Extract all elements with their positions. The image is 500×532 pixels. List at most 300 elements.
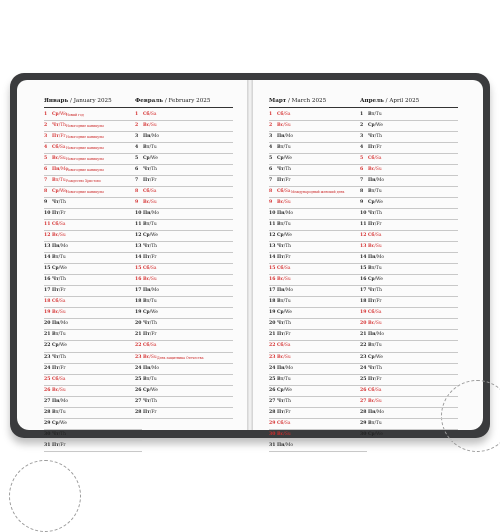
day-row[interactable] [44, 375, 142, 386]
day-row[interactable] [44, 165, 142, 176]
weekday-ru: Пн [143, 288, 151, 294]
holiday-note: Новогодние каникулы [66, 156, 104, 161]
day-row[interactable] [44, 220, 142, 231]
weekday-ru: Сб [277, 111, 284, 117]
day-number: 8 [135, 188, 139, 194]
day-row[interactable] [44, 286, 142, 297]
weekday-ru: Сб [368, 155, 375, 161]
day-row[interactable] [269, 341, 367, 352]
weekday-label [277, 441, 293, 451]
weekday-ru: Чт [277, 321, 284, 327]
day-row[interactable] [135, 397, 233, 408]
day-number: 16 [135, 277, 142, 283]
month-title [269, 98, 367, 108]
day-number: 15 [360, 266, 367, 272]
day-number: 22 [360, 343, 367, 349]
day-row[interactable] [269, 330, 367, 341]
day-row[interactable] [135, 198, 233, 209]
day-number: 17 [360, 288, 367, 294]
weekday-en: /Fr [283, 177, 291, 183]
day-row[interactable] [135, 253, 233, 264]
day-row[interactable] [44, 187, 142, 198]
holiday-note: Новый год [66, 112, 84, 117]
day-row[interactable] [269, 308, 367, 319]
day-row[interactable] [360, 330, 458, 341]
weekday-label [143, 297, 157, 307]
day-row[interactable] [44, 121, 142, 132]
day-row[interactable] [135, 308, 233, 319]
weekday-ru: Вс [52, 233, 59, 239]
weekday-ru: Сб [277, 343, 284, 349]
day-row[interactable] [135, 242, 233, 253]
day-row[interactable] [269, 121, 367, 132]
day-row[interactable] [360, 110, 458, 121]
weekday-label [277, 364, 293, 374]
weekday-label [52, 209, 66, 219]
day-row[interactable] [360, 209, 458, 220]
weekday-en: /Tu [149, 221, 157, 227]
day-row[interactable] [269, 110, 367, 121]
day-row[interactable] [360, 319, 458, 330]
weekday-ru: Пт [368, 144, 375, 150]
weekday-en: /Su [58, 387, 66, 393]
day-row[interactable] [269, 408, 367, 419]
weekday-en: /Fr [149, 177, 157, 183]
weekday-en: /Th [374, 288, 382, 294]
weekday-label [277, 341, 291, 351]
weekday-ru: Ср [52, 420, 59, 426]
weekday-en: /Fr [58, 210, 66, 216]
day-number: 18 [360, 299, 367, 305]
day-row[interactable] [360, 121, 458, 132]
weekday-label [52, 364, 66, 374]
day-number: 28 [360, 409, 367, 415]
day-row[interactable] [360, 297, 458, 308]
day-row[interactable] [44, 231, 142, 242]
day-row[interactable] [360, 220, 458, 231]
day-row[interactable] [360, 386, 458, 397]
day-row[interactable] [360, 430, 458, 441]
weekday-label [277, 143, 291, 153]
weekday-ru: Вт [52, 409, 59, 415]
day-number: 18 [135, 299, 142, 305]
day-row[interactable] [269, 364, 367, 375]
day-row[interactable] [269, 419, 367, 430]
day-row[interactable] [135, 330, 233, 341]
day-number: 8 [44, 188, 48, 194]
weekday-label [368, 341, 382, 351]
day-row[interactable] [44, 386, 142, 397]
day-row[interactable] [269, 165, 367, 176]
month-name-ru: Апрель [360, 98, 384, 104]
day-row[interactable] [44, 430, 142, 441]
weekday-en: /Sa [283, 266, 291, 272]
day-row[interactable] [135, 275, 233, 286]
day-number: 4 [360, 144, 364, 150]
weekday-en: /Tu [149, 144, 157, 150]
weekday-en: /Tu [374, 420, 382, 426]
weekday-en: /We [374, 277, 383, 283]
day-number: 2 [44, 122, 48, 128]
weekday-en: /Mo [150, 365, 159, 371]
day-row[interactable] [44, 419, 142, 430]
month-name-ru: Февраль [135, 98, 164, 104]
day-row[interactable] [360, 308, 458, 319]
weekday-ru: Чт [368, 133, 375, 139]
day-row[interactable] [44, 330, 142, 341]
day-row[interactable] [269, 264, 367, 275]
day-row[interactable] [360, 187, 458, 198]
weekday-en: /Tu [149, 299, 157, 305]
weekday-label [368, 375, 382, 385]
day-row[interactable] [135, 209, 233, 220]
weekday-en: /We [58, 111, 67, 117]
day-row[interactable] [360, 397, 458, 408]
day-row[interactable] [360, 231, 458, 242]
book-spine [247, 80, 253, 430]
day-number: 5 [269, 155, 273, 161]
day-number: 9 [135, 199, 139, 205]
month-january [44, 98, 142, 452]
weekday-ru: Пн [277, 288, 285, 294]
weekday-en: /Sa [283, 188, 291, 194]
day-row[interactable] [269, 297, 367, 308]
weekday-en: /Su [149, 277, 157, 283]
day-row[interactable] [44, 297, 142, 308]
weekday-ru: Вс [143, 122, 150, 128]
day-number: 10 [360, 210, 367, 216]
day-number: 11 [44, 221, 51, 227]
weekday-ru: Пн [277, 442, 285, 448]
day-row[interactable] [135, 110, 233, 121]
weekday-label [368, 430, 383, 440]
weekday-label [52, 110, 67, 120]
weekday-label [277, 198, 291, 208]
day-row[interactable] [135, 264, 233, 275]
weekday-ru: Сб [143, 188, 150, 194]
day-row[interactable] [135, 341, 233, 352]
day-row[interactable] [44, 397, 142, 408]
day-row[interactable] [360, 286, 458, 297]
month-name-en: / January 2025 [70, 98, 112, 104]
weekday-en: /Th [283, 321, 291, 327]
weekday-ru: Чт [52, 199, 59, 205]
weekday-ru: Пт [368, 376, 375, 382]
weekday-label [143, 341, 157, 351]
corner-decoration-left [9, 460, 81, 532]
day-row[interactable] [360, 165, 458, 176]
day-row[interactable] [135, 408, 233, 419]
day-row[interactable] [135, 220, 233, 231]
weekday-label [277, 386, 292, 396]
weekday-en: /We [283, 387, 292, 393]
weekday-en: /Th [149, 321, 157, 327]
day-number: 21 [360, 332, 367, 338]
day-row[interactable] [360, 176, 458, 187]
day-row[interactable] [135, 319, 233, 330]
day-row[interactable] [44, 264, 142, 275]
weekday-ru: Вс [368, 398, 375, 404]
weekday-en: /Fr [374, 221, 382, 227]
day-number: 2 [360, 122, 364, 128]
holiday-note: Новогодние каникулы [66, 167, 104, 172]
day-row[interactable] [44, 441, 142, 452]
weekday-ru: Вс [368, 321, 375, 327]
day-row[interactable] [269, 375, 367, 386]
weekday-en: /We [283, 155, 292, 161]
weekday-label [143, 275, 157, 285]
day-number: 27 [135, 398, 142, 404]
day-row[interactable] [269, 143, 367, 154]
weekday-ru: Вс [368, 244, 375, 250]
day-number: 8 [360, 188, 364, 194]
day-number: 17 [135, 288, 142, 294]
day-row[interactable] [135, 187, 233, 198]
day-list [44, 110, 142, 452]
day-number: 7 [269, 177, 273, 183]
day-list [135, 110, 233, 419]
day-row[interactable] [269, 397, 367, 408]
day-row[interactable] [360, 419, 458, 430]
weekday-label [52, 143, 66, 153]
day-row[interactable] [360, 353, 458, 364]
day-row[interactable] [135, 353, 233, 364]
day-row[interactable] [44, 176, 142, 187]
day-row[interactable] [360, 264, 458, 275]
day-row[interactable] [360, 364, 458, 375]
day-row[interactable] [269, 242, 367, 253]
day-row[interactable] [135, 297, 233, 308]
weekday-en: /Su [58, 155, 66, 161]
day-number: 24 [360, 365, 367, 371]
day-number: 20 [360, 321, 367, 327]
weekday-ru: Вс [52, 155, 59, 161]
weekday-ru: Сб [52, 144, 59, 150]
day-row[interactable] [135, 154, 233, 165]
weekday-label [368, 165, 382, 175]
day-number: 12 [269, 233, 276, 239]
weekday-ru: Чт [368, 365, 375, 371]
day-row[interactable] [269, 132, 367, 143]
day-row[interactable] [44, 143, 142, 154]
day-row[interactable] [135, 386, 233, 397]
day-number: 1 [135, 111, 139, 117]
weekday-ru: Пт [52, 133, 59, 139]
weekday-label [143, 397, 157, 407]
day-row[interactable] [135, 231, 233, 242]
weekday-label [143, 165, 157, 175]
day-row[interactable] [135, 375, 233, 386]
day-number: 11 [269, 221, 276, 227]
day-row[interactable] [44, 341, 142, 352]
weekday-en: /Su [374, 398, 382, 404]
day-row[interactable] [360, 242, 458, 253]
weekday-label [277, 154, 292, 164]
weekday-en: /Mo [59, 398, 68, 404]
weekday-en: /Tu [58, 255, 66, 261]
day-row[interactable] [135, 364, 233, 375]
day-row[interactable] [269, 231, 367, 242]
weekday-en: /Tu [283, 221, 291, 227]
day-row[interactable] [269, 441, 367, 452]
weekday-label [143, 220, 157, 230]
day-row[interactable] [269, 353, 367, 364]
day-number: 4 [269, 144, 273, 150]
day-row[interactable] [44, 209, 142, 220]
weekday-ru: Чт [52, 354, 59, 360]
weekday-label [143, 375, 157, 385]
day-number: 12 [135, 233, 142, 239]
weekday-en: /Su [283, 199, 291, 205]
weekday-ru: Пн [277, 210, 285, 216]
weekday-label [277, 121, 291, 131]
weekday-en: /We [283, 233, 292, 239]
weekday-en: /Th [283, 244, 291, 250]
weekday-en: /Tu [283, 376, 291, 382]
day-row[interactable] [360, 198, 458, 209]
weekday-ru: Чт [277, 244, 284, 250]
weekday-label [368, 176, 384, 186]
weekday-label [52, 242, 68, 252]
day-row[interactable] [269, 198, 367, 209]
day-row[interactable] [44, 198, 142, 209]
weekday-en: /Tu [149, 376, 157, 382]
day-row[interactable] [269, 386, 367, 397]
day-row[interactable] [269, 209, 367, 220]
day-row[interactable] [269, 275, 367, 286]
day-row[interactable] [360, 408, 458, 419]
day-number: 1 [44, 111, 48, 117]
weekday-en: /Sa [374, 233, 382, 239]
day-row[interactable] [269, 286, 367, 297]
month-name-en: / April 2025 [385, 98, 420, 104]
weekday-ru: Ср [52, 111, 59, 117]
month-name-en: / February 2025 [164, 98, 211, 104]
weekday-ru: Ср [277, 310, 284, 316]
day-row[interactable] [135, 286, 233, 297]
weekday-en: /Tu [374, 343, 382, 349]
weekday-label [368, 397, 382, 407]
weekday-en: /Sa [374, 155, 382, 161]
weekday-en: /Fr [374, 376, 382, 382]
weekday-en: /Su [283, 354, 291, 360]
day-number: 26 [269, 387, 276, 393]
weekday-ru: Вт [277, 376, 284, 382]
day-row[interactable] [44, 253, 142, 264]
day-row[interactable] [269, 319, 367, 330]
weekday-ru: Пт [52, 442, 59, 448]
weekday-en: /We [58, 266, 67, 272]
weekday-label [52, 408, 66, 418]
weekday-ru: Вс [277, 277, 284, 283]
day-row[interactable] [135, 143, 233, 154]
weekday-en: /Sa [374, 387, 382, 393]
weekday-label [368, 253, 384, 263]
day-row[interactable] [135, 121, 233, 132]
weekday-ru: Пт [368, 299, 375, 305]
weekday-ru: Пн [143, 133, 151, 139]
day-row[interactable] [269, 154, 367, 165]
weekday-en: /Su [374, 166, 382, 172]
day-number: 28 [44, 409, 51, 415]
weekday-ru: Сб [368, 233, 375, 239]
day-row[interactable] [44, 308, 142, 319]
weekday-ru: Вт [368, 111, 375, 117]
day-number: 12 [44, 233, 51, 239]
day-row[interactable] [269, 253, 367, 264]
day-number: 3 [135, 133, 139, 139]
weekday-ru: Чт [277, 166, 284, 172]
weekday-en: /Sa [149, 343, 157, 349]
weekday-ru: Ср [277, 387, 284, 393]
day-row[interactable] [44, 319, 142, 330]
day-row[interactable] [44, 110, 142, 121]
weekday-label [52, 132, 66, 142]
day-row[interactable] [44, 242, 142, 253]
weekday-label [143, 110, 157, 120]
day-row[interactable] [269, 187, 367, 198]
weekday-ru: Вт [368, 266, 375, 272]
day-row[interactable] [269, 220, 367, 231]
day-row[interactable] [360, 253, 458, 264]
weekday-ru: Ср [52, 343, 59, 349]
weekday-label [368, 386, 382, 396]
day-number: 15 [44, 266, 51, 272]
weekday-ru: Вт [143, 299, 150, 305]
day-row[interactable] [360, 275, 458, 286]
day-row[interactable] [360, 143, 458, 154]
weekday-en: /Th [283, 166, 291, 172]
weekday-label [52, 397, 68, 407]
day-row[interactable] [44, 154, 142, 165]
weekday-en: /Su [374, 321, 382, 327]
weekday-label [277, 397, 291, 407]
weekday-en: /We [149, 155, 158, 161]
day-row[interactable] [135, 165, 233, 176]
weekday-label [52, 441, 66, 451]
day-row[interactable] [269, 430, 367, 441]
weekday-en: /Mo [284, 442, 293, 448]
day-number: 29 [44, 420, 51, 426]
day-row[interactable] [269, 176, 367, 187]
day-row[interactable] [360, 154, 458, 165]
weekday-ru: Пн [143, 210, 151, 216]
weekday-en: /Su [283, 431, 291, 437]
day-number: 13 [44, 244, 51, 250]
day-row[interactable] [135, 132, 233, 143]
weekday-label [52, 220, 66, 230]
day-row[interactable] [360, 375, 458, 386]
day-row[interactable] [360, 341, 458, 352]
month-february [135, 98, 233, 419]
weekday-ru: Вс [277, 199, 284, 205]
day-number: 4 [44, 144, 48, 150]
day-row[interactable] [360, 132, 458, 143]
weekday-ru: Ср [277, 233, 284, 239]
weekday-ru: Пн [277, 133, 285, 139]
day-row[interactable] [44, 364, 142, 375]
weekday-en: /Th [58, 277, 66, 283]
day-row[interactable] [44, 353, 142, 364]
weekday-label [368, 110, 382, 120]
day-row[interactable] [44, 408, 142, 419]
day-row[interactable] [44, 275, 142, 286]
day-row[interactable] [44, 132, 142, 143]
holiday-note: Новогодние каникулы [66, 134, 104, 139]
weekday-label [143, 386, 158, 396]
day-row[interactable] [135, 176, 233, 187]
day-number: 10 [135, 210, 142, 216]
